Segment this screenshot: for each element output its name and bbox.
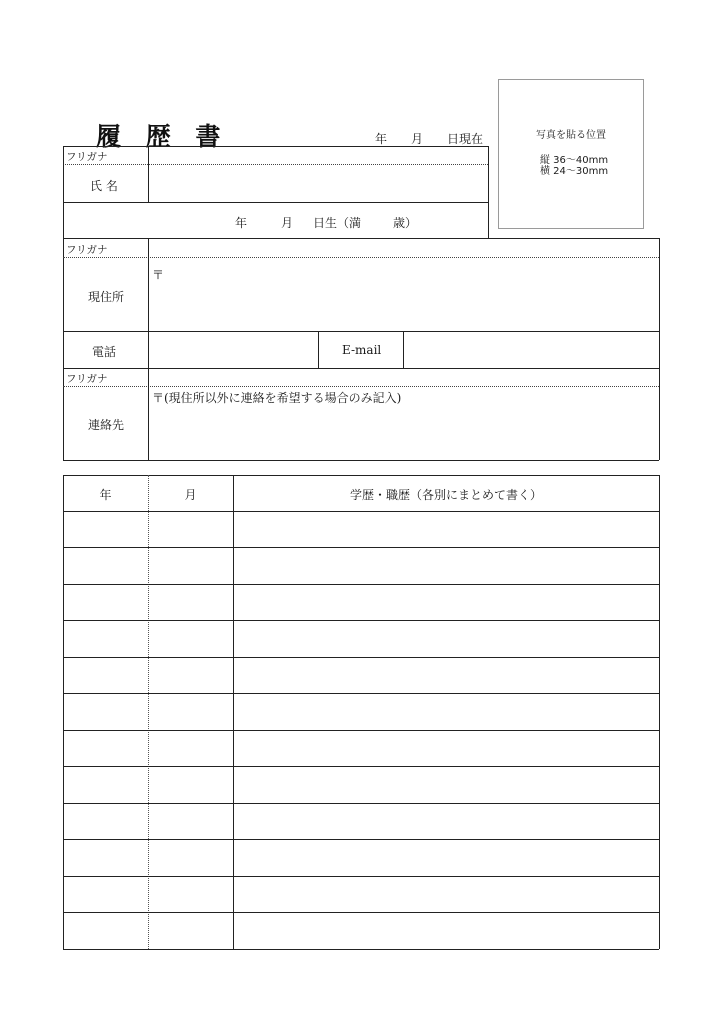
history-year-cell[interactable] (63, 658, 148, 694)
history-details-cell[interactable] (234, 767, 659, 803)
table-row (63, 877, 659, 913)
history-year-cell[interactable] (63, 621, 148, 657)
history-month-cell[interactable] (149, 767, 233, 803)
history-col-details: 学歴・職歴（各別にまとめて書く） (349, 488, 542, 502)
table-row (63, 512, 659, 548)
address-label: 現住所 (88, 290, 125, 304)
history-year-cell[interactable] (63, 804, 148, 840)
photo-size-horizontal: 横 24～30mm (540, 166, 609, 177)
history-month-cell[interactable] (149, 621, 233, 657)
history-details-cell[interactable] (234, 512, 659, 548)
history-details-cell[interactable] (234, 694, 659, 730)
photo-size-vertical: 縦 36～40mm (540, 155, 609, 166)
history-month-cell[interactable] (149, 804, 233, 840)
contact-label: 連絡先 (88, 418, 125, 432)
name-label: 氏 名 (90, 179, 118, 193)
history-details-cell[interactable] (234, 731, 659, 767)
table-row (63, 731, 659, 767)
address-furigana-label: フリガナ (66, 244, 108, 256)
history-month-cell[interactable] (149, 877, 233, 913)
contact-furigana-field[interactable] (150, 370, 655, 385)
history-month-cell[interactable] (149, 731, 233, 767)
name-furigana-field[interactable] (150, 148, 485, 163)
contact-field[interactable] (150, 405, 655, 458)
history-year-cell[interactable] (63, 585, 148, 621)
table-row (63, 840, 659, 876)
table-row (63, 694, 659, 730)
history-col-year: 年 (99, 488, 112, 502)
table-row (63, 548, 659, 584)
history-year-cell[interactable] (63, 767, 148, 803)
name-furigana-label: フリガナ (66, 151, 108, 163)
contact-note: 〒(現住所以外に連絡を希望する場合のみ記入) (152, 391, 402, 405)
history-year-cell[interactable] (63, 512, 148, 548)
history-year-cell[interactable] (63, 731, 148, 767)
table-row (63, 621, 659, 657)
history-details-cell[interactable] (234, 840, 659, 876)
history-details-cell[interactable] (234, 877, 659, 913)
table-row (63, 913, 659, 949)
phone-field[interactable] (150, 333, 316, 367)
address-furigana-field[interactable] (150, 240, 655, 256)
address-field[interactable] (150, 259, 655, 330)
date-as-of-label: 日現在 (447, 132, 484, 146)
history-details-cell[interactable] (234, 548, 659, 584)
date-year-label: 年 (375, 132, 388, 146)
history-year-cell[interactable] (63, 548, 148, 584)
address-postal-mark: 〒 (152, 268, 165, 282)
phone-label: 電話 (92, 345, 117, 359)
email-label: E-mail (342, 343, 382, 357)
age-label: 歳） (393, 216, 418, 230)
history-month-cell[interactable] (149, 658, 233, 694)
date-month-label: 月 (411, 132, 424, 146)
history-details-cell[interactable] (234, 621, 659, 657)
history-month-cell[interactable] (149, 913, 233, 949)
history-month-cell[interactable] (149, 840, 233, 876)
history-details-cell[interactable] (234, 804, 659, 840)
table-row (63, 804, 659, 840)
birth-month-label: 月 (281, 216, 294, 230)
table-row (63, 585, 659, 621)
photo-placeholder[interactable] (498, 79, 644, 229)
birth-year-label: 年 (235, 216, 248, 230)
history-month-cell[interactable] (149, 585, 233, 621)
history-year-cell[interactable] (63, 913, 148, 949)
table-row (63, 767, 659, 803)
email-field[interactable] (405, 333, 655, 367)
history-month-cell[interactable] (149, 548, 233, 584)
history-month-cell[interactable] (149, 512, 233, 548)
history-details-cell[interactable] (234, 658, 659, 694)
birth-day-label: 日生（満 (313, 216, 362, 230)
history-year-cell[interactable] (63, 877, 148, 913)
history-month-cell[interactable] (149, 694, 233, 730)
contact-furigana-label: フリガナ (66, 373, 108, 385)
photo-title: 写真を貼る位置 (536, 130, 606, 141)
table-row (63, 658, 659, 694)
name-field[interactable] (150, 166, 485, 201)
history-year-cell[interactable] (63, 840, 148, 876)
history-col-month: 月 (184, 488, 197, 502)
history-year-cell[interactable] (63, 694, 148, 730)
history-details-cell[interactable] (234, 585, 659, 621)
document-title: 履 歴 書 (96, 122, 229, 151)
history-details-cell[interactable] (234, 913, 659, 949)
